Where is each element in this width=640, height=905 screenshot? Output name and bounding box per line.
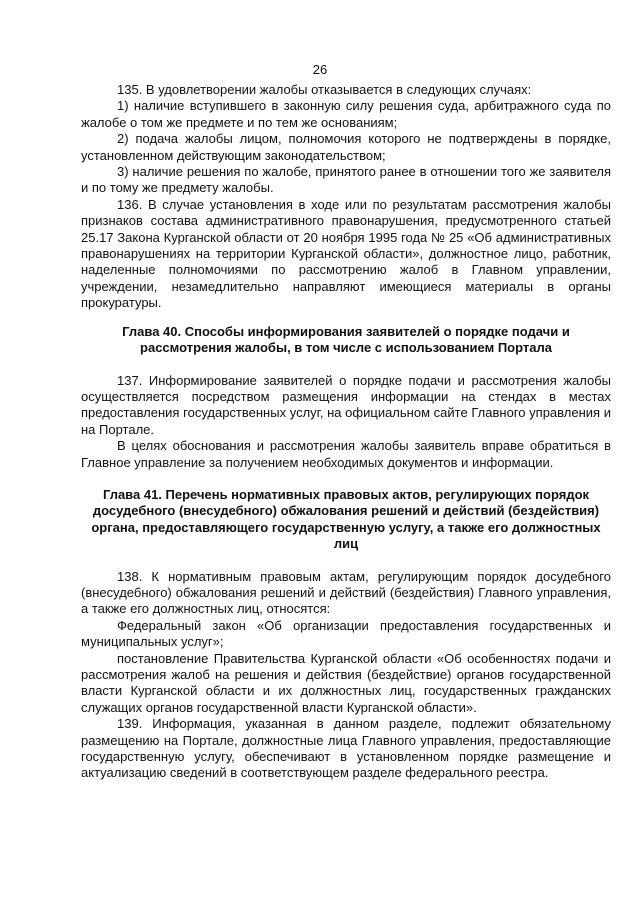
chapter-40-title-line-1: Глава 40. Способы информирования заявителей о порядке подачи и (122, 323, 570, 339)
paragraph-135-item-3: 3) наличие решения по жалобе, принятого ранее в отношении того же заявителя и по тому же предмету жалобы. (81, 164, 611, 196)
paragraph-135: 135. В удовлетворении жалобы отказывается в следующих случаях: (117, 82, 532, 97)
chapter-41-title-line-3: органа, предоставляющего государственную услугу, а также его должностных лиц (91, 519, 601, 552)
paragraph-135-item-2: 2) подача жалобы лицом, полномочия которого не подтверждены в порядке, установленном действующим законодательством; (81, 131, 611, 163)
paragraph-138-law-2: постановление Правительства Курганской области «Об особенностях подачи и рассмотрения жалоб на решения и действия (бездействие) органов государственной власти Курганской области и их должностных лиц, государственных гражданских служащих органов государственной власти Курганской области». (81, 650, 611, 715)
paragraph-139: 139. Информация, указанная в данном разделе, подлежит обязательному размещению на Портале, должностные лица Главного управления, предоставляющие государственную услугу, обеспечивают в установленном порядке размещение и актуализацию сведений в соответствующем разделе федерального реестра. (81, 716, 611, 781)
paragraph-138: 138. К нормативным правовым актам, регулирующим порядок досудебного (внесудебного) обжалования решений и действий (бездействия) Главного управления, а также его должностных лиц, относятся: (81, 568, 611, 617)
paragraph-137-continued: В целях обоснования и рассмотрения жалобы заявитель вправе обратиться в Главное управление за получением необходимых документов и информации. (81, 438, 611, 470)
page-number: 26 (312, 62, 328, 77)
chapter-40-title-line-2: рассмотрения жалобы, в том числе с использованием Портала (140, 340, 552, 356)
chapter-41-heading (81, 487, 611, 553)
chapter-41-title-line-2: досудебного (внесудебного) обжалования решений и действий (бездействия) (92, 503, 600, 519)
paragraph-136: 136. В случае установления в ходе или по результатам рассмотрения жалобы признаков состава административного правонарушения, предусмотренного статьей 25.17 Закона Курганской области от 20 ноября 1995 года № 25 «Об административных правонарушениях на территории Курганской области», должностное лицо, работник, наделенные полномочиями по рассмотрению жалоб в Главном управлении, учреждении, незамедлительно направляют имеющиеся материалы в органы прокуратуры. (81, 196, 611, 311)
paragraph-135-item-1: 1) наличие вступившего в законную силу решения суда, арбитражного суда по жалобе о том же предмете и по тем же основаниям; (81, 98, 611, 130)
paragraph-138-law-1: Федеральный закон «Об организации предоставления государственных и муниципальных услуг»; (81, 617, 611, 650)
chapter-40-heading (81, 324, 611, 357)
chapter-41-title-line-1: Глава 41. Перечень нормативных правовых актов, регулирующих порядок (102, 486, 590, 502)
document-body (81, 82, 611, 782)
paragraph-137: 137. Информирование заявителей о порядке подачи и рассмотрения жалобы осуществляется посредством размещения информации на стендах в местах предоставления государственных услуг, на официальном сайте Главного управления и на Портале. (81, 372, 611, 437)
